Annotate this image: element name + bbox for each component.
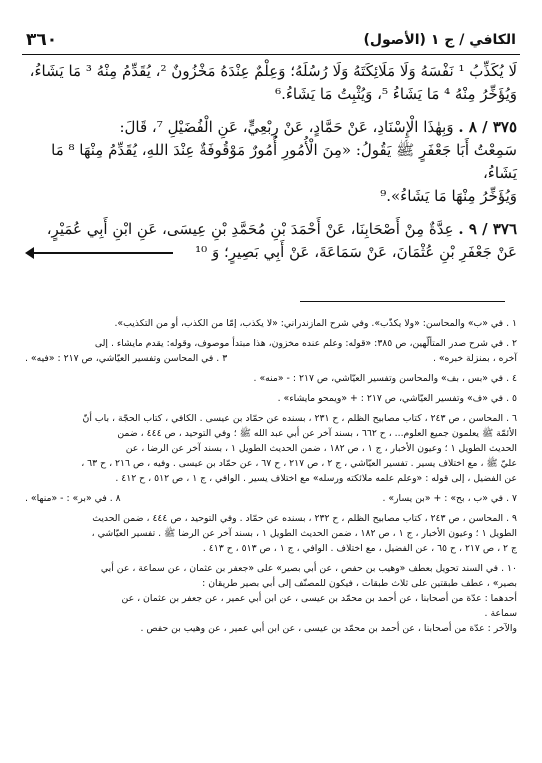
- text-line: لَا يُكَذِّبُ ¹ نَفْسَهُ وَلَا مَلَائِكَتَهُ وَلَا رُسُلَهُ؛ وَعِلْمٌ عِنْدَهُ مَخْزُونٌ ²، يُقَدِّمُ مِنْهُ ³ مَا يَشَاءُ،: [29, 62, 517, 80]
- footnote-line: عن الفضيل ، إلى قوله : «وعلم علمه ملائكته ورسله» مع اختلاف يسير . الوافي ، ج ١ ، ص ٥١٢ ، ح ٤١٢ .: [115, 473, 517, 484]
- footnote-line: عليّ ﷺ ، مع اختلاف يسير . تفسير العيّاشي ، ج ٢ ، ص ٢١٧ ، ح ٦٧ ، عن حمّاد بن عيسى . وفيه ، ص ٢١٦ ، ح ٦٣ ،: [81, 458, 517, 469]
- hadith-chain: عَنْ جَعْفَرِ بْنِ عُثْمَانَ، عَنْ سَمَاعَةَ، عَنْ أَبِي بَصِيرٍ؛ وَ ¹⁰: [195, 243, 517, 261]
- running-title: الكافي / ج ١ (الأصول): [363, 32, 516, 48]
- main-text: [25, 60, 517, 264]
- footnote: [25, 561, 517, 636]
- hadith-376: [25, 218, 517, 264]
- footnotes: [25, 316, 517, 641]
- footnote-line: الأئمّة ﷺ يعلمون جميع العلوم... ، ح ٦٦٢ ، بسند آخر عن أبي عبد الله ﷺ ؛ وفي التوحيد ، ص ٤٤٤ ، ضمن: [117, 428, 517, 439]
- footnote-divider: [300, 301, 505, 302]
- chain-continuation-row: [25, 241, 517, 264]
- footnote-line: ٩ . المحاسن ، ص ٢٤٣ ، كتاب مصابيح الظلم ، ح ٢٣٢ ، بسنده عن حمّاد . وفي التوحيد ، ص ٤٤٤ ، ضمن الحديث: [92, 513, 517, 524]
- footnote-line: ٢ . في شرح صدر المتألّهين، ص ٣٨٥: «قوله: وعلم عنده مخزون، هذا مبتدأ موصوف، وقوله: يقدم مايشاء . إلى: [94, 338, 517, 349]
- footnote: [25, 511, 517, 556]
- footnote-line: بصير» ، عطف طبقتين على ثلاث طبقات ، فيكون للمصنّف إلى أبي بصير طريقان :: [202, 578, 517, 589]
- footnote: ١ . في «ب» والمحاسن: «ولا يكذّب». وفي شرح المازندراني: «لا يكذب، إمّا من الكذب، أو من التكذيب».: [114, 318, 517, 329]
- footnote: ٤ . في «بس ، بف» والمحاسن وتفسير العيّاشي، ص ٢١٧ : - «منه» .: [253, 373, 517, 384]
- footnote-line: سماعة .: [484, 608, 517, 619]
- footnote: ٣ . في المحاسن وتفسير العيّاشي، ص ٢١٧ : «فيه» .: [25, 353, 228, 364]
- footnote: [25, 336, 517, 366]
- hadith-375: [25, 116, 517, 208]
- footnote-line: ١٠ . في السند تحويل بعطف «وهيب بن حفص ، عن أبي بصير» على «جعفر بن عثمان ، عن سماعة ، عن أبي: [100, 563, 517, 574]
- hadith-chain: عِدَّةٌ مِنْ أَصْحَابِنَا، عَنْ أَحْمَدَ بْنِ مُحَمَّدِ بْنِ عِيسَى، عَنِ ابْنِ أَبِي عُمَيْرٍ،: [46, 220, 454, 238]
- footnote-line: الحديث الطويل ١ ؛ وعيون الأخبار ، ج ١ ، ص ١٨٢ ، ضمن الحديث الطويل ١ ، بسند آخر عن الرضا ، عن: [125, 443, 517, 454]
- footnote: [25, 411, 517, 486]
- text-line: وَيُؤَخِّرُ مِنْهُ ⁴ مَا يَشَاءُ ⁵، وَيُثْبِتُ مَا يَشَاءُ.⁶: [275, 85, 517, 103]
- left-arrow-icon: [25, 247, 34, 259]
- footnote: ٧ . في «ب ، بح» : + «بن يسار» .: [382, 493, 517, 504]
- running-header: [22, 30, 520, 55]
- footnote-line: أحدهما : عدّة من أصحابنا ، عن أحمد بن محمّد بن عيسى ، عن ابن أبي عمير ، عن جعفر بن عثمان ، عن: [121, 593, 517, 604]
- hadith-chain: وَبِهٰذَا الْإِسْنَادِ، عَنْ حَمَّادٍ، عَنْ رِبْعِيٍّ، عَنِ الْفُضَيْلِ ⁷، قَالَ:: [119, 118, 454, 136]
- hadith-number: ٣٧٦ / ٩ .: [458, 220, 517, 238]
- footnote-line: ج ٢ ، ص ٢١٧ ، ح ٦٥ ، عن الفضيل ، مع اختلاف . الوافي ، ج ١ ، ص ٥١٣ ، ح ٤١٣ .: [202, 543, 517, 554]
- footnote: ٨ . في «بر» : - «منها» .: [25, 493, 121, 504]
- hadith-text: سَمِعْتُ أَبَا جَعْفَرٍ ﷺ يَقُولُ: «مِنَ الْأُمُورِ أُمُورٌ مَوْقُوفَةٌ عِنْدَ اللهِ، يُقَدِّمُ مِنْهَا ⁸ مَا يَشَاءُ،: [51, 141, 517, 182]
- paragraph-continuation: [25, 60, 517, 110]
- hadith-number: ٣٧٥ / ٨ .: [458, 118, 517, 136]
- footnote-line: الطويل ١ ؛ وعيون الأخبار ، ج ١ ، ص ١٨٢ ، ضمن الحديث الطويل ١ ، بسند آخر عن الرضا ﷺ . تفسير العيّاشي ،: [91, 528, 517, 539]
- footnote-line: ٦ . المحاسن ، ص ٢٤٣ ، كتاب مصابيح الظلم ، ح ٢٣١ ، بسنده عن حمّاد بن عيسى . الكافي ، كتاب الحجّة ، باب أنّ: [82, 413, 517, 424]
- footnote-pair: [25, 491, 517, 506]
- page-number: ٣٦٠: [26, 30, 58, 50]
- footnote-line: والآخر : عدّة من أصحابنا ، عن أحمد بن محمّد بن عيسى ، عن ابن أبي عمير ، عن وهيب بن حفص .: [140, 623, 517, 634]
- hadith-text: وَيُؤَخِّرُ مِنْهَا مَا يَشَاءُ».⁹: [380, 187, 517, 205]
- footnote-line: آخره ، بمنزلة خبره» .: [432, 353, 517, 364]
- continuation-arrow-line: [31, 252, 173, 254]
- footnote: ٥ . في «ف» وتفسير العيّاشي، ص ٢١٧ : + «ويمحو مايشاء» .: [277, 393, 517, 404]
